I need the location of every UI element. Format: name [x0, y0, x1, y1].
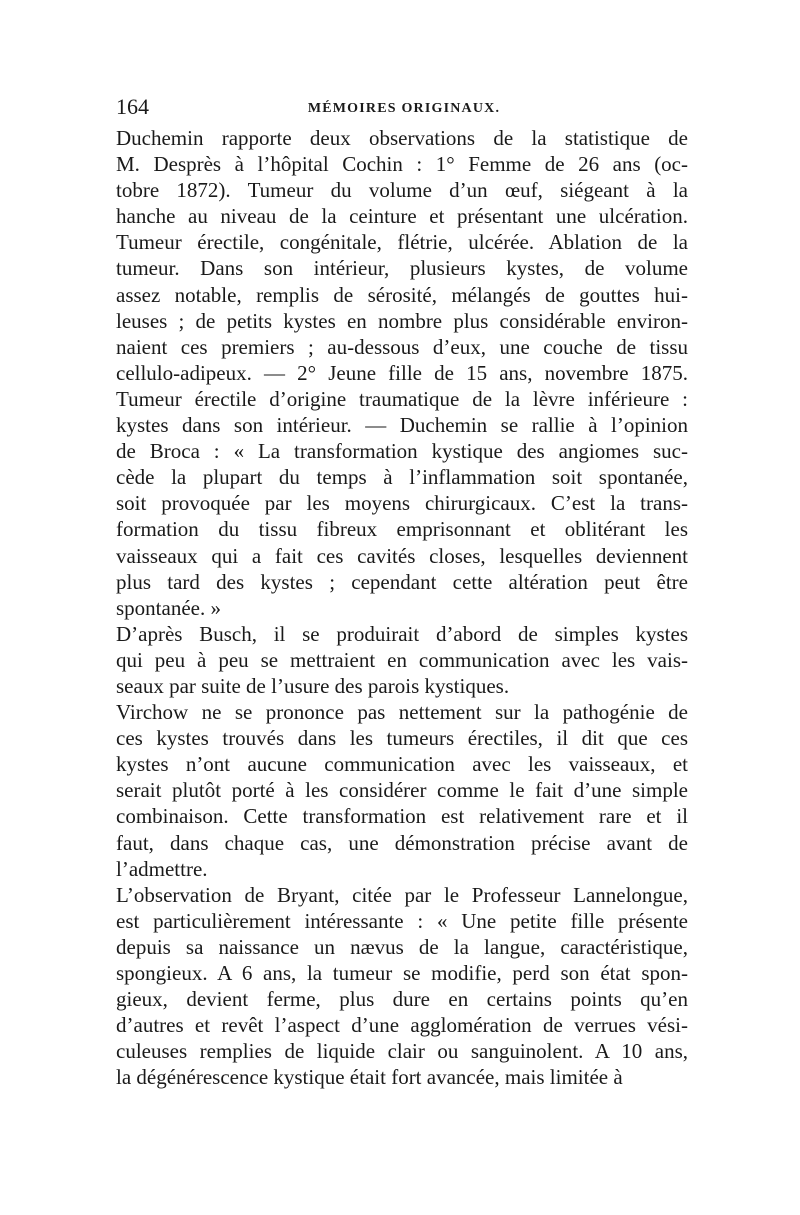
text-line: de Broca : « La transformation kystique des angiomes suc- [116, 439, 688, 464]
text-line: seaux par suite de l’usure des parois kystiques. [116, 673, 510, 698]
text-line: est particulièrement intéressante : « Une petite fille présente [116, 908, 688, 933]
text-line: tobre 1872). Tumeur du volume d’un œuf, siégeant à la [116, 178, 688, 203]
text-line: faut, dans chaque cas, une démonstration précise avant de [116, 830, 688, 855]
text-line: combinaison. Cette transformation est relativement rare et il [116, 804, 688, 829]
text-line: culeuses remplies de liquide clair ou sanguinolent. A 10 ans, [116, 1039, 688, 1064]
text-line: Duchemin rapporte deux observations de la statistique de [116, 126, 688, 150]
text-line: D’après Busch, il se produirait d’abord de simples kystes [116, 621, 688, 646]
text-line: hanche au niveau de la ceinture et présentant une ulcération. [116, 204, 688, 229]
body-text [116, 125, 688, 1090]
text-line: plus tard des kystes ; cependant cette altération peut être [116, 569, 688, 594]
text-line: kystes n’ont aucune communication avec les vaisseaux, et [116, 752, 688, 777]
text-line: qui peu à peu se mettraient en communication avec les vais- [116, 647, 688, 672]
text-line: Virchow ne se prononce pas nettement sur la pathogénie de [116, 700, 688, 725]
paragraph [116, 621, 688, 699]
text-line: vaisseaux qui a fait ces cavités closes, lesquelles deviennent [116, 543, 688, 568]
running-title: MÉMOIRES ORIGINAUX. [307, 101, 501, 116]
text-line: d’autres et revêt l’aspect d’une agglomération de verrues vési- [116, 1013, 688, 1038]
text-line: assez notable, remplis de sérosité, mélangés de gouttes hui- [116, 282, 688, 307]
text-line: depuis sa naissance un nævus de la langue, caractéristique, [116, 934, 688, 959]
page-number: 164 [116, 94, 149, 119]
text-line: spontanée. » [116, 595, 221, 620]
text-line: L’observation de Bryant, citée par le Professeur Lannelongue, [116, 882, 688, 907]
text-line: leuses ; de petits kystes en nombre plus considérable environ- [116, 308, 688, 333]
text-line: kystes dans son intérieur. — Duchemin se rallie à l’opinion [116, 413, 688, 438]
paragraph [116, 882, 688, 1091]
text-line: cède la plupart du temps à l’inflammation soit spontanée, [116, 465, 688, 490]
text-line: la dégénérescence kystique était fort avancée, mais limitée à [116, 1065, 623, 1090]
text-line: soit provoquée par les moyens chirurgicaux. C’est la trans- [116, 491, 688, 516]
text-line: ces kystes trouvés dans les tumeurs érectiles, il dit que ces [116, 726, 688, 751]
paragraph [116, 125, 688, 621]
text-line: formation du tissu fibreux emprisonnant et oblitérant les [116, 517, 688, 542]
page-header [116, 92, 692, 122]
text-line: l’admettre. [116, 856, 208, 881]
text-line: cellulo-adipeux. — 2° Jeune fille de 15 ans, novembre 1875. [116, 360, 688, 385]
text-line: M. Desprès à l’hôpital Cochin : 1° Femme de 26 ans (oc- [116, 152, 688, 177]
text-line: spongieux. A 6 ans, la tumeur se modifie, perd son état spon- [116, 961, 688, 985]
text-line: Tumeur érectile d’origine traumatique de la lèvre inférieure : [116, 386, 688, 411]
text-line: tumeur. Dans son intérieur, plusieurs kystes, de volume [116, 256, 688, 281]
text-line: Tumeur érectile, congénitale, flétrie, ulcérée. Ablation de la [116, 230, 688, 255]
text-line: serait plutôt porté à les considérer comme le fait d’une simple [116, 778, 688, 803]
text-line: naient ces premiers ; au-dessous d’eux, une couche de tissu [116, 334, 688, 359]
paragraph [116, 699, 688, 882]
text-line: gieux, devient ferme, plus dure en certains points qu’en [116, 987, 688, 1012]
